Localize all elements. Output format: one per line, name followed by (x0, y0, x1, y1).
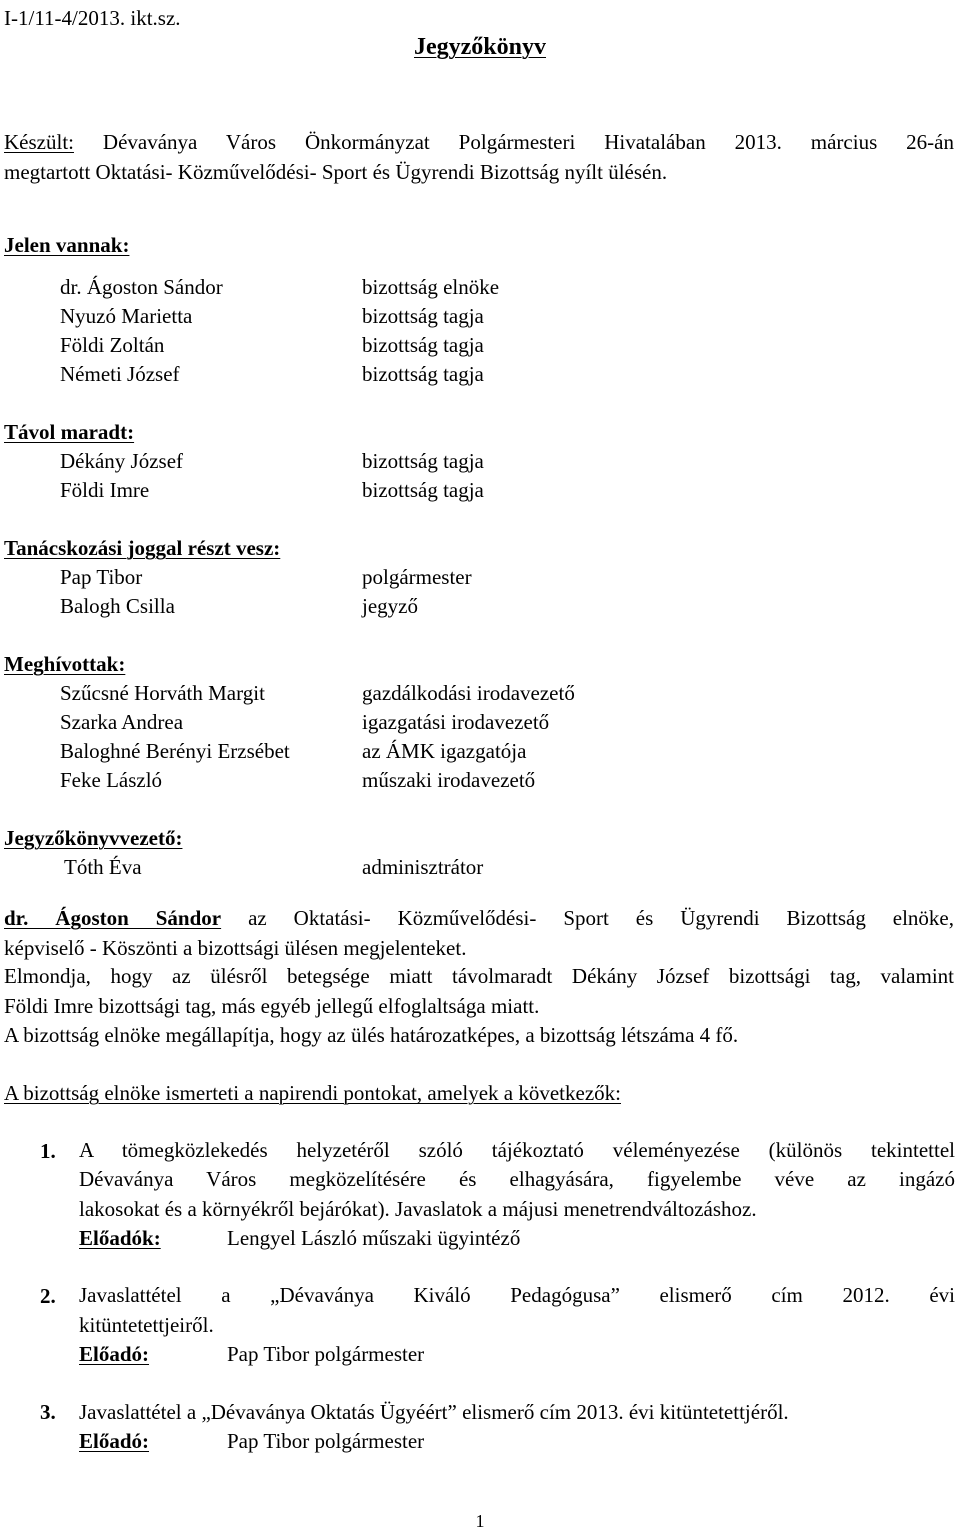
invited-name-2: Szarka Andrea (60, 710, 184, 734)
present-name-2: Nyuzó Marietta (60, 304, 193, 328)
agenda-item-1-line-2: Dévaványa Város megközelítésére és elhagyására, figyelembe véve az ingázó (79, 1167, 955, 1191)
agenda-item-1-line-3: lakosokat és a környékről bejárókat). Javaslatok a májusi menetrendváltozáshoz. (79, 1197, 757, 1221)
intro-line-3: Elmondja, hogy az ülésről betegsége miatt távolmaradt Dékány József bizottsági tag, valamint (4, 964, 954, 988)
recorder-heading: Jegyzőkönyvvezető: (4, 826, 183, 850)
keszult-line-1 (4, 128, 954, 157)
invited-role-2: igazgatási irodavezető (362, 710, 550, 734)
chair-name: dr. Ágoston Sándor (4, 906, 222, 930)
agenda-item-3-presenter: Pap Tibor polgármester (227, 1429, 425, 1453)
advisory-name-1: Pap Tibor (60, 565, 143, 589)
invited-heading: Meghívottak: (4, 652, 126, 676)
invited-name-1: Szűcsné Horváth Margit (60, 681, 265, 705)
advisory-role-1: polgármester (362, 565, 472, 589)
document-reference: I-1/11-4/2013. ikt.sz. (4, 6, 181, 30)
agenda-heading: A bizottság elnöke ismerteti a napirendi pontokat, amelyek a következők: (4, 1081, 621, 1105)
agenda-item-1-presenter: Lengyel László műszaki ügyintéző (227, 1226, 521, 1250)
present-name-4: Németi József (60, 362, 180, 386)
page-number: 1 (475, 1511, 485, 1531)
agenda-item-3-presenter-label: Előadó: (79, 1429, 150, 1453)
agenda-item-1-presenter-label: Előadók: (79, 1226, 161, 1250)
present-role-2: bizottság tagja (362, 304, 484, 328)
intro-line-2: képviselő - Köszönti a bizottsági ülésen megjelenteket. (4, 936, 467, 960)
agenda-item-2-line-1: Javaslattétel a „Dévaványa Kiváló Pedagógusa” elismerő cím 2012. évi (79, 1283, 955, 1307)
agenda-item-2-line-2: kitüntetettjeiről. (79, 1313, 214, 1337)
intro-line-5: A bizottság elnöke megállapítja, hogy az ülés határozatképes, a bizottság létszáma 4 fő. (4, 1023, 739, 1047)
invited-role-1: gazdálkodási irodavezető (362, 681, 575, 705)
invited-role-3: az ÁMK igazgatója (362, 739, 527, 763)
intro-line-1 (4, 904, 954, 933)
advisory-heading: Tanácskozási joggal részt vesz: (4, 536, 281, 560)
absent-role-2: bizottság tagja (362, 478, 484, 502)
recorder-role: adminisztrátor (362, 855, 484, 879)
absent-heading: Távol maradt: (4, 420, 135, 444)
recorder-name: Tóth Éva (64, 855, 142, 879)
page-title: Jegyzőkönyv (414, 34, 546, 60)
present-name-3: Földi Zoltán (60, 333, 165, 357)
absent-name-2: Földi Imre (60, 478, 150, 502)
agenda-item-1-line-1: A tömegközlekedés helyzetéről szóló tájékoztató véleményezése (különös tekintettel (79, 1138, 955, 1162)
present-role-4: bizottság tagja (362, 362, 484, 386)
intro-line-4: Földi Imre bizottsági tag, más egyéb jellegű elfoglaltsága miatt. (4, 994, 540, 1018)
present-role-1: bizottság elnöke (362, 275, 500, 299)
agenda-item-2-presenter: Pap Tibor polgármester (227, 1342, 425, 1366)
keszult-label: Készült: (4, 130, 74, 154)
absent-name-1: Dékány József (60, 449, 184, 473)
agenda-item-2-number: 2. (40, 1284, 56, 1308)
intro-text-1: az Oktatási- Közművelődési- Sport és Ügyrendi Bizottság elnöke, (248, 906, 955, 930)
invited-name-3: Baloghné Berényi Erzsébet (60, 739, 290, 763)
agenda-item-1-number: 1. (40, 1139, 56, 1163)
keszult-text: Dévaványa Város Önkormányzat Polgármesteri Hivatalában 2013. március 26-án (102, 130, 954, 154)
agenda-item-3-number: 3. (40, 1400, 56, 1424)
present-heading: Jelen vannak: (4, 233, 130, 257)
invited-role-4: műszaki irodavezető (362, 768, 536, 792)
agenda-item-3-line-1: Javaslattétel a „Dévaványa Oktatás Ügyéért” elismerő cím 2013. évi kitüntetettjéről. (79, 1400, 789, 1424)
invited-name-4: Feke László (60, 768, 163, 792)
absent-role-1: bizottság tagja (362, 449, 484, 473)
advisory-role-2: jegyző (362, 594, 418, 618)
advisory-name-2: Balogh Csilla (60, 594, 175, 618)
agenda-item-2-presenter-label: Előadó: (79, 1342, 150, 1366)
present-role-3: bizottság tagja (362, 333, 484, 357)
present-name-1: dr. Ágoston Sándor (60, 275, 223, 299)
keszult-line-2: megtartott Oktatási- Közművelődési- Sport és Ügyrendi Bizottság nyílt ülésén. (4, 160, 668, 184)
